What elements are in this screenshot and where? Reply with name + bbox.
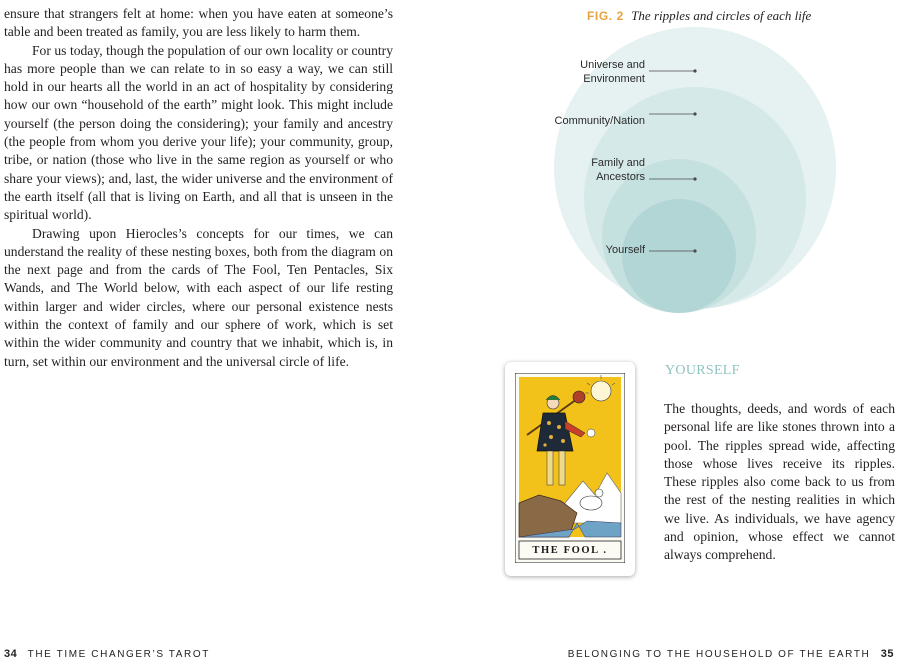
paragraph-1: ensure that strangers felt at home: when you have eaten at someone’s table and been treated as family, you are less likely to harm them. — [4, 6, 393, 40]
the-fool-card-icon — [515, 373, 625, 563]
label-community: Community/Nation — [554, 115, 645, 127]
running-head: BELONGING TO THE HOUSEHOLD OF THE EARTH — [567, 649, 871, 660]
body-text — [4, 5, 393, 371]
the-fool-card — [505, 362, 635, 576]
paragraph-2: For us today, though the population of our own locality or country has more people than we can relate to in so easy a way, we can still hold in our hearts all the world in an act of hospitality by considering how our own “household of the earth” might look. This might include yourself (the person doing the considering); your family and ancestry (the people from whom you derive your life); your community, group, tribe, or nation (those who live in the same region as yourself or who share your views); and, last, the wider universe and the environment of the earth itself (all that is living on Earth, and all that is unseen in the spiritual world). — [4, 42, 393, 223]
leader-dot-yourself — [693, 249, 696, 252]
footer-right — [568, 648, 894, 660]
right-page — [449, 0, 898, 661]
figure-label: FIG. 2 — [587, 9, 624, 23]
label-yourself: Yourself — [605, 244, 645, 256]
leader-dot-family — [693, 177, 696, 180]
paragraph-3: Drawing upon Hierocles’s concepts for our times, we can understand the reality of these nesting boxes, both from the diagram on the next page and from the cards of The Fool, Ten Pentacles, Six Wands, and The World below, with each aspect of our life resting within larger and wider circles, where our personal existence nests within the context of family and our sphere of work, which is set within the wider community and country that we inhabit, which is, in turn, set within our environment and the universal circle of life. — [4, 225, 393, 369]
card-title: THE FOOL . — [532, 545, 608, 556]
ripples-diagram — [449, 0, 898, 340]
page-number: 34 — [4, 648, 18, 660]
figure-title: The ripples and circles of each life — [631, 8, 812, 23]
label-family: Family and Ancestors — [591, 157, 645, 183]
footer-left — [4, 648, 210, 660]
section-text: The thoughts, deeds, and words of each personal life are like stones thrown into a pool. The ripples spread wide, affecting those whose lives receive its ripples. These ripples also come back to us from the rest of the nesting realities in which we live. As individuals, we have agency and opinion, whose effect we cannot always comprehend. — [664, 401, 895, 563]
page-number: 35 — [880, 648, 894, 660]
leader-dot-community — [693, 112, 696, 115]
leader-dot-universe — [693, 69, 696, 72]
label-universe: Universe and Environment — [580, 59, 645, 85]
section-heading: YOURSELF — [665, 363, 740, 378]
running-head: THE TIME CHANGER’S TAROT — [27, 649, 210, 660]
